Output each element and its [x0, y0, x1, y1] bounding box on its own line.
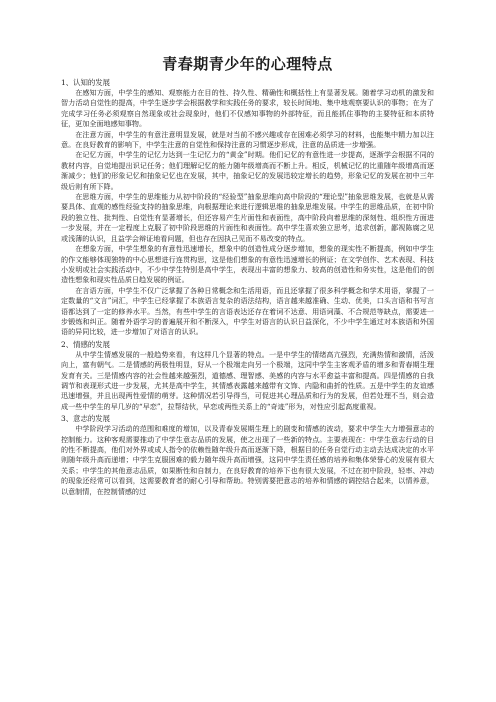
paragraph: 在言语方面，中学生不仅广泛掌握了各种日常概念和生活用语，而且还掌握了很多科学概念和学术用语，掌握了一定数量的“文言”词汇，中学生已经掌握了本族语言复杂的语法结构，语言越来越准确、生动、优美，口头言语和书写言语都达到了一定的修养水平。当然，有些中学生的言语表达还存在着词不达意、用语词藻、不合规范等缺点，需要进一步锻炼和纠正。随着外语学习的普遍展开和不断深入，中学生对语言的认识日益深化，不少中学生通过对本族语和外国语的异同比较，进一步增加了对语言的认识。: [61, 285, 434, 337]
section-emotion: [61, 340, 434, 412]
paragraph: 从中学生情感发展的一般趋势来看，有这样几个显著的特点。一是中学生的情绪高亢强烈，充满热情和激情，活泼向上，富有朝气。二是情感的两极性明显，好从一个极端走向另一个极端，这同中学生主客观矛盾的增多和青春期生理发育有关。三是情感内容的社会性越来越强烈，道德感、理智感、美感的内容与水平愈益丰富和提高。四是情感的自我调节和表现形式进一步发展，尤其是高中学生，其情感表露越来越带有文饰、内隐和曲折的性质。五是中学生的友谊感迅速增强，并且出现两性爱情的萌芽。这种情况若引导得当，可促进其心理品质和行为的发展，但若处理不当，则会造成一些中学生的早几岁的“早恋”，拉帮结伙，早恋或两性关系上的“奇迹”形为，对性应引起高度重视。: [61, 349, 434, 411]
section-will: [61, 414, 434, 497]
paragraph: 在注意方面，中学生的有意注意明显发展，就是对当前不感兴趣或存在困难必须学习的材料，也能集中精力加以注意。在良好教育的影响下，中学生注意的自觉性和保持注意的习惯逐步形成，注意的品质进一步增强。: [61, 129, 434, 150]
document-page: [61, 54, 434, 497]
section-heading: 2、情感的发展: [61, 339, 111, 349]
section-cognition: [61, 78, 434, 338]
section-heading: 3、意志的发展: [61, 414, 111, 424]
paragraph: 中学阶段学习活动的范围和难度的增加，以及青春发展期生理上的剧变和情感的波动，要求中学生大力增强意志的控制能力。这种客观需要推动了中学生意志品质的发展，使之出现了一些新的特点。主要表现在：中学生意志行动的目的性不断提高，他们对外界或成人指令的依赖性随年级升高而逐渐下降，根据目的任务自觉行动主动去达成决定的水平则随年级升高而递增；中学生克服困难的毅力随年级升高而增强，这同中学生责任感的培养和集体荣誉心的发展有很大关系；中学生的其他意志品质，如果断性和自制力，在良好教育的培养下也有很大发展，不过在初中阶段，轻率、冲动的现象还经常可以看到，这需要教育者的耐心引导和帮助。特别需要把意志的培养和情感的调控结合起来，以情养意，以意制情，在控制情感的过: [61, 424, 434, 496]
paragraph: 在感知方面，中学生的感知、观察能力在目的性、持久性、精确性和概括性上有显著发展。随着学习动机的激发和智力活动自觉性的提高，中学生逐步学会根据教学和实践任务的要求，较长时间地、集中地观察要认识的事物；在为了完成学习任务必须观察自然现象或社会现象时，他们不仅感知事物的外部特征，而且能抓住事物的主要特征和本质特征，更加全面地感知事物。: [61, 88, 434, 129]
paragraph: 在思维方面，中学生的思维能力从初中阶段的“经验型”抽象思维向高中阶段的“理论型”抽象思维发展，也就是从需要具体、直观的感性经验支持的抽象思维，向根据理论来进行逻辑思维的抽象思维发展。中学生的思维品质，在初中阶段的独立性、批判性、自觉性有显著增长，但还容易产生片面性和表面性，高中阶段向着思维的深刻性、组织性方面进一步发展，并在一定程度上克服了初中阶段思维的片面性和表面性。高中学生喜欢独立思考，追求创新，鄙视陈腐之见或浅薄的认识，且益学会辩证地看问题，但也存在因执己见而不易改变的特点。: [61, 192, 434, 243]
document-title: 青春期青少年的心理特点: [162, 55, 333, 73]
paragraph: 在想象方面，中学生想象的有意性迅速增长，想象中的创造性成分逐步增加，想象的现实性不断提高，例如中学生的作文能够体现独特的中心思想进行连贯构思，这是他们想象的有意性迅速增长的例证；在文学创作、艺术表现、科技小发明或社会实践活动中，不少中学生特别是高中学生，表现出丰富的想象力、较高的创造性和务实性，这是他们的创造性想象和现实性品质日趋发展的例证。: [61, 244, 434, 285]
section-heading: 1、认知的发展: [61, 78, 111, 87]
paragraph: 在记忆方面，中学生的记忆力达到一生记忆力的“黄金”时期。他们记忆的有意性进一步提高，逐渐学会根据不同的教材内容，自觉地提出识记任务；他们理解记忆的能力随年级增高而不断上升。相反，机械记忆的比重随年级增高而逐渐减少；他们的形象记忆和抽象记忆也在发展，其中，抽象记忆的发展迅较定增长的趋势，形象记忆的发展在初中三年级后则有所下降。: [61, 150, 434, 191]
